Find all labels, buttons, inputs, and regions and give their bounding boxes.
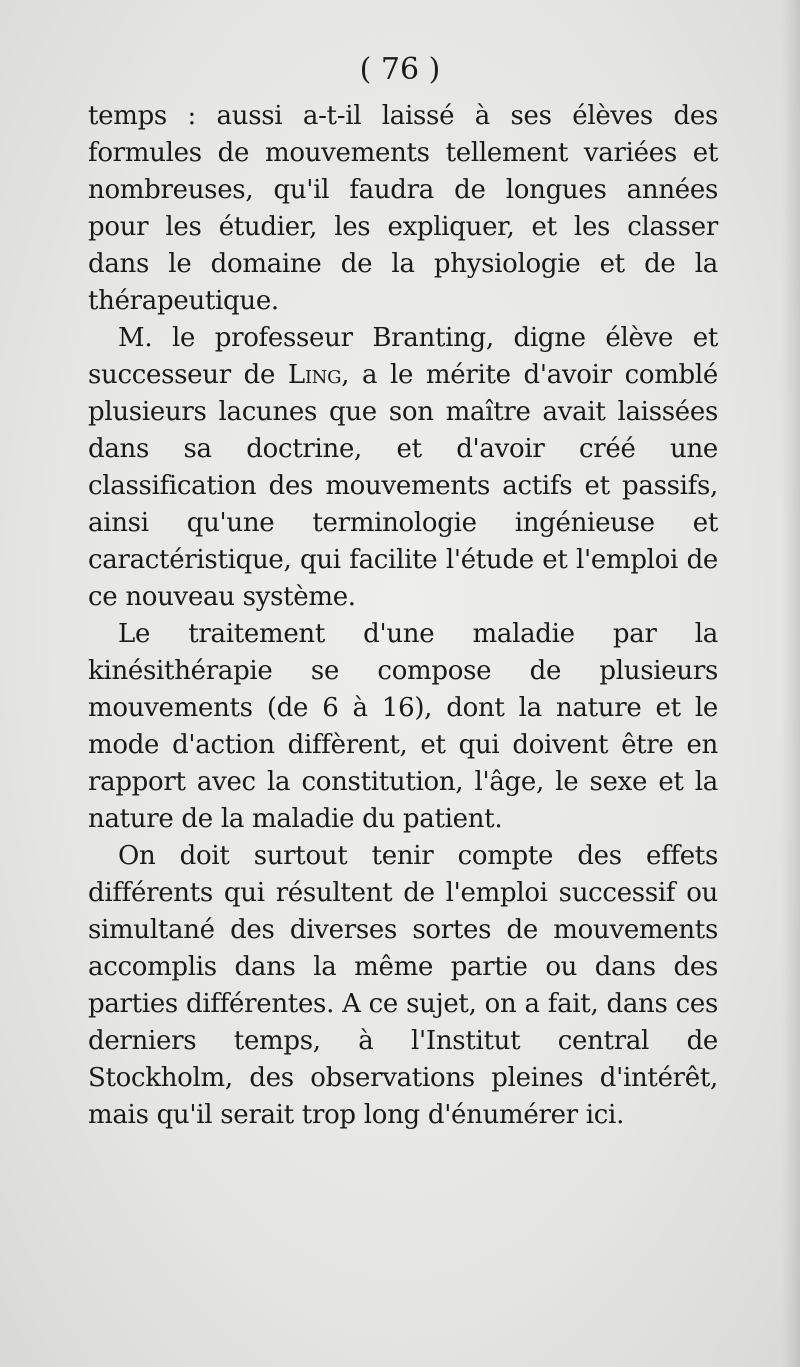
paragraph-4: On doit surtout tenir compte des effets différents qui résultent de l'emploi successif ou simultané des diverses sortes de mouvements accomplis dans la même partie ou dans des parties différentes. A ce sujet, on a fait, dans ces derniers temps, à l'Institut central de Stockholm, des observations pleines d'intérêt, mais qu'il serait trop long d'énumérer ici.: [88, 841, 718, 1130]
page-edge-shadow: [782, 0, 800, 1367]
paragraph-3: Le traitement d'une maladie par la kinésithérapie se compose de plusieurs mouvements (de 6 à 16), dont la nature et le mode d'action diffèrent, et qui doivent être en rapport avec la constitution, l'âge, le sexe et la nature de la maladie du patient.: [88, 619, 718, 834]
paragraph-2-end: , a le mérite d'avoir comblé plusieurs lacunes que son maître avait laissées dans sa doctrine, et d'avoir créé une classification des mouvements actifs et passifs, ainsi qu'une terminologie ingénieuse et caractéristique, qui facilite l'étude et l'emploi de ce nouveau système.: [88, 360, 718, 612]
author-name-ling: Ling: [287, 360, 342, 390]
paragraph-2: [88, 320, 718, 616]
paragraph-2-start: M. le professeur Branting, digne élève et successeur de: [88, 323, 718, 390]
paragraph-1: temps : aussi a-t-il laissé à ses élèves des formules de mouvements tellement variées et nombreuses, qu'il faudra de longues années pour les étudier, les expliquer, et les classer dans le domaine de la physiologie et de la thérapeutique.: [88, 101, 718, 316]
body-text: [88, 98, 718, 1134]
page-number: ( 76 ): [359, 52, 441, 87]
